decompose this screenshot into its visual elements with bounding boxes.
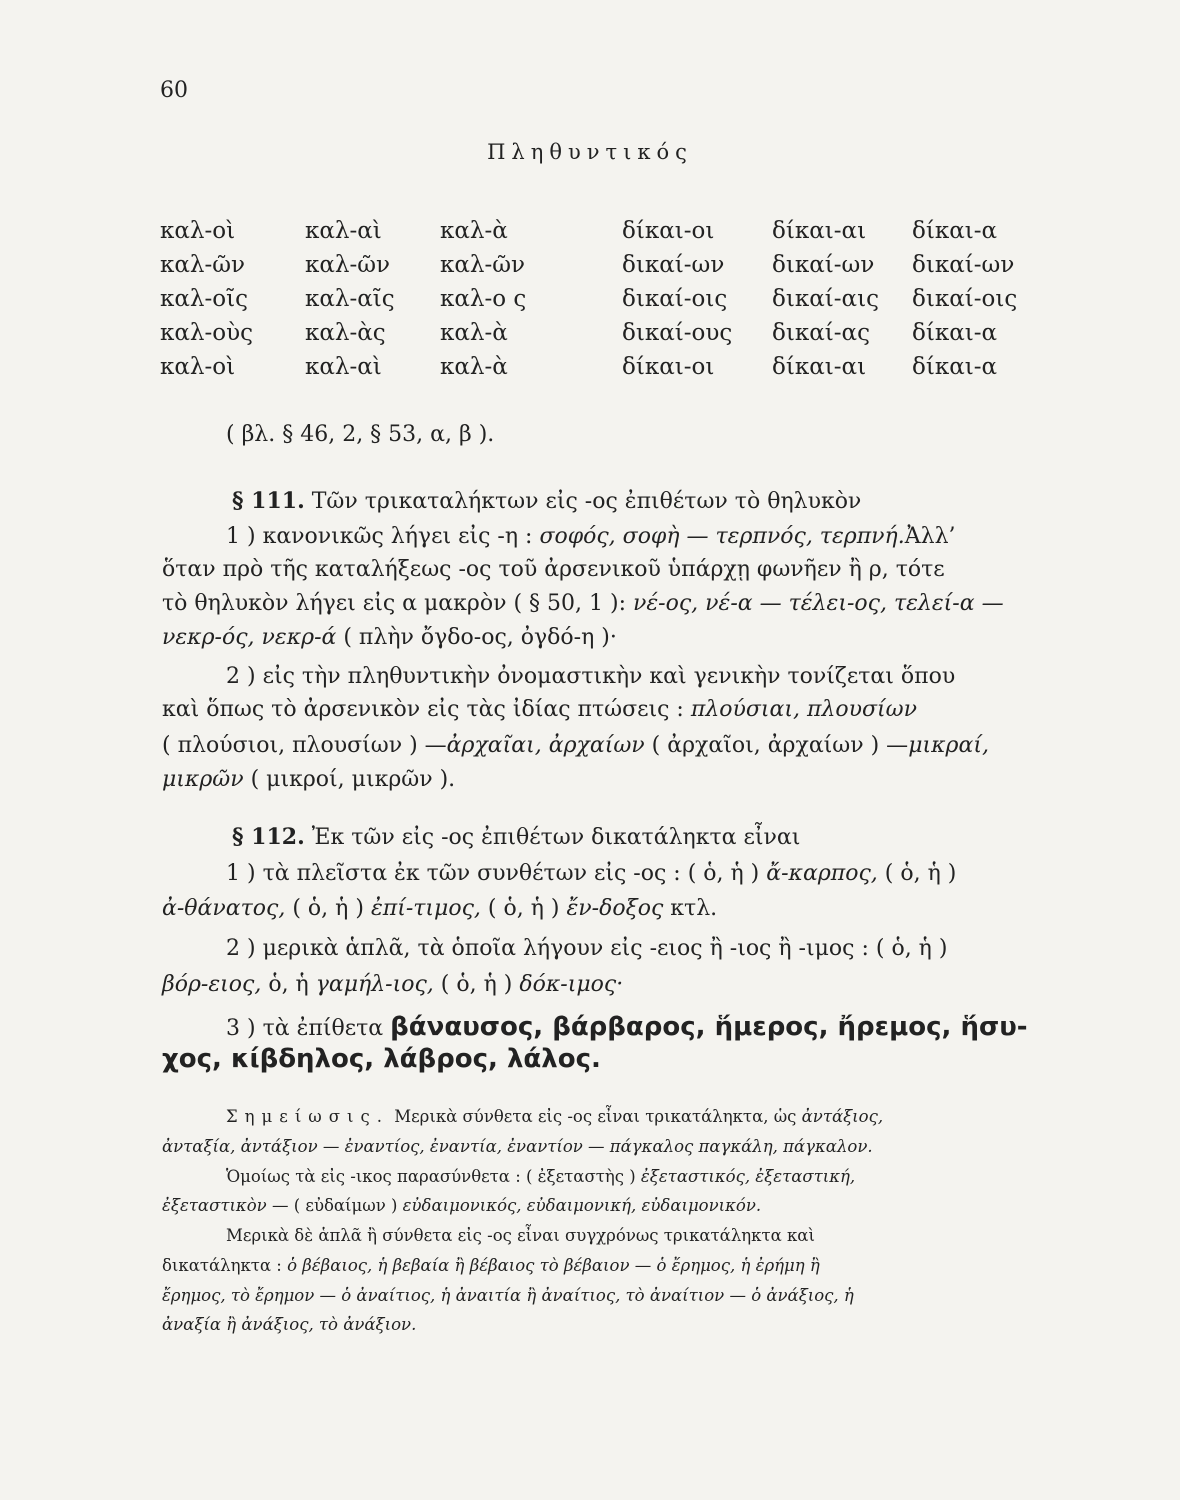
text-span: 1 ) κανονικῶς λήγει εἰς -η : bbox=[226, 524, 533, 549]
paradigm-row bbox=[160, 218, 1030, 252]
paradigm-cell: καλ-ὰ bbox=[440, 218, 508, 244]
example-words: μικρῶν bbox=[162, 767, 244, 792]
paradigm-row bbox=[160, 252, 1030, 286]
paradigm-cell: δίκαι-οι bbox=[622, 218, 715, 244]
paradigm-cell: καλ-οὶ bbox=[160, 218, 236, 244]
section-112-heading bbox=[232, 824, 800, 850]
text-span: ( ἀρχαῖοι, ἀρχαίων ) — bbox=[651, 733, 909, 758]
section-title: Ἐκ τῶν εἰς -ος ἐπιθέτων δικατάληκτα εἶναι bbox=[311, 825, 801, 850]
paradigm-cell: καλ-οῖς bbox=[160, 286, 249, 312]
note-line: ἀνταξία, ἀντάξιον — ἐναντίος, ἐναντία, ἐναντίον — πάγκαλος παγκάλη, πάγκαλον. bbox=[162, 1137, 873, 1156]
example-words: ἀρχαῖαι, ἀρχαίων bbox=[446, 733, 645, 758]
text-span: 3 ) τὰ ἐπίθετα bbox=[226, 1016, 384, 1041]
paradigm-row bbox=[160, 286, 1030, 320]
text-span: ( ὁ, ἡ ) bbox=[487, 896, 560, 921]
bold-adjectives: βάναυσος, βάρβαρος, ἥμερος, ἤρεμος, ἥσυ- bbox=[390, 1012, 1028, 1042]
text-span: καὶ ὅπως τὸ ἀρσενικὸν εἰς τὰς ἰδίας πτώσεις : bbox=[162, 697, 684, 722]
text-span: Ὁμοίως τὰ εἰς -ικος παρασύνθετα : ( ἐξεταστὴς ) bbox=[226, 1167, 636, 1186]
text-span: δικατάληκτα : bbox=[162, 1256, 282, 1275]
text-line bbox=[162, 733, 989, 758]
section-111-heading bbox=[232, 488, 861, 514]
bold-adjectives: χος, κίβδηλος, λάβρος, λάλος. bbox=[162, 1044, 601, 1074]
paradigm-cell: καλ-ὰ bbox=[440, 354, 508, 380]
paradigm-cell: καλ-ὰ bbox=[440, 320, 508, 346]
paradigm-cell: δίκαι-αι bbox=[772, 354, 867, 380]
paradigm-cell: δίκαι-οι bbox=[622, 354, 715, 380]
paradigm-cell: δικαί-οις bbox=[912, 286, 1018, 312]
text-span: ( πλούσιοι, πλουσίων ) — bbox=[162, 733, 447, 758]
text-line: 2 ) εἰς τὴν πληθυντικὴν ὀνομαστικὴν καὶ γενικὴν τονίζεται ὅπου bbox=[226, 664, 956, 689]
example-words: βόρ-ειος, bbox=[162, 972, 262, 997]
text-span: ( πλὴν ὄγδο-ος, ὀγδό-η )· bbox=[343, 625, 617, 650]
paradigm-cell: δικαί-ους bbox=[622, 320, 733, 346]
note-line bbox=[162, 1196, 761, 1215]
paradigm-cell: καλ-αῖς bbox=[305, 286, 395, 312]
text-span: τὸ θηλυκὸν λήγει εἰς α μακρὸν ( § 50, 1 ): bbox=[162, 591, 626, 616]
paradigm-cell: δικαί-οις bbox=[622, 286, 728, 312]
text-line bbox=[162, 767, 455, 792]
paradigm-cell: καλ-ῶν bbox=[440, 252, 525, 278]
example-words: ἄ-καρπος, bbox=[766, 861, 878, 886]
paradigm-cell: δικαί-ων bbox=[622, 252, 725, 278]
page-number: 60 bbox=[160, 78, 188, 103]
example-words: ἀντάξιος, bbox=[801, 1107, 884, 1126]
paradigm-cell: δίκαι-α bbox=[912, 354, 998, 380]
example-words: γαμήλ-ιος, bbox=[315, 972, 434, 997]
note-line: Μερικὰ δὲ ἁπλᾶ ἢ σύνθετα εἰς -ος εἶναι συγχρόνως τρικατάληκτα καὶ bbox=[226, 1226, 815, 1245]
paradigm-cell: καλ-ῶν bbox=[305, 252, 390, 278]
section-title: Τῶν τρικαταλήκτων εἰς -ος ἐπιθέτων τὸ θηλυκὸν bbox=[311, 489, 862, 514]
text-line: 2 ) μερικὰ ἁπλᾶ, τὰ ὁποῖα λήγουν εἰς -ειος ἢ -ιος ἢ -ιμος : ( ὁ, ἡ ) bbox=[226, 936, 948, 961]
example-words: μικραί, bbox=[908, 733, 989, 758]
plural-paradigm-table bbox=[160, 218, 1030, 388]
note-line: ἔρημος, τὸ ἔρημον — ὁ ἀναίτιος, ἡ ἀναιτία ἢ ἀναίτιος, τὸ ἀναίτιον — ὁ ἀνάξιος, ἡ bbox=[162, 1286, 854, 1305]
example-words: ἐπί-τιμος, bbox=[370, 896, 481, 921]
cross-reference: ( βλ. § 46, 2, § 53, α, β ). bbox=[226, 422, 495, 447]
note-line bbox=[226, 1167, 855, 1186]
text-span: ( ὁ, ἡ ) bbox=[440, 972, 513, 997]
paradigm-cell: δικαί-ων bbox=[912, 252, 1015, 278]
text-line bbox=[162, 697, 917, 722]
paradigm-cell: καλ-ο ς bbox=[440, 286, 527, 312]
paradigm-cell: δίκαι-α bbox=[912, 218, 998, 244]
paradigm-row bbox=[160, 354, 1030, 388]
example-words: ἐξεταστικὸν — bbox=[162, 1196, 289, 1215]
text-line bbox=[226, 861, 956, 886]
text-span: Μερικὰ σύνθετα εἰς -ος εἶναι τρικατάληκτα, ὡς bbox=[394, 1107, 797, 1126]
text-line: ὅταν πρὸ τῆς καταλήξεως -ος τοῦ ἀρσενικοῦ ὑπάρχῃ φωνῆεν ἢ ρ, τότε bbox=[162, 557, 945, 582]
text-span: κτλ. bbox=[670, 896, 718, 921]
text-span: ( ὁ, ἡ ) bbox=[884, 861, 957, 886]
text-span: ( μικροί, μικρῶν ). bbox=[250, 767, 456, 792]
example-words: ἐξεταστικός, ἐξεταστική, bbox=[640, 1167, 856, 1186]
note-line bbox=[162, 1256, 820, 1275]
example-words: σοφός, σοφὴ — τερπνός, τερπνή. bbox=[539, 524, 905, 549]
text-line bbox=[162, 896, 717, 921]
plural-heading: Πληθυντικός bbox=[487, 140, 693, 164]
text-span: ( ὁ, ἡ ) bbox=[292, 896, 364, 921]
text-span: ὁ, ἡ bbox=[268, 972, 309, 997]
paradigm-cell: καλ-αὶ bbox=[305, 354, 382, 380]
paradigm-cell: δίκαι-αι bbox=[772, 218, 867, 244]
text-span: ( εὐδαίμων ) bbox=[293, 1196, 398, 1215]
paradigm-cell: δικαί-ας bbox=[772, 320, 870, 346]
example-words: νέ-ος, νέ-α — τέλει-ος, τελεί-α — bbox=[632, 591, 1004, 616]
paradigm-cell: καλ-οὺς bbox=[160, 320, 253, 346]
example-words: πλούσιαι, πλουσίων bbox=[690, 697, 917, 722]
text-line bbox=[162, 972, 623, 997]
text-line bbox=[162, 625, 617, 650]
paradigm-cell: δικαί-ων bbox=[772, 252, 875, 278]
example-words: δόκ-ιμος· bbox=[519, 972, 624, 997]
paradigm-cell: δικαί-αις bbox=[772, 286, 879, 312]
text-span: 1 ) τὰ πλεῖστα ἐκ τῶν συνθέτων εἰς -ος : ( ὁ, ἡ ) bbox=[226, 861, 760, 886]
paradigm-row bbox=[160, 320, 1030, 354]
section-number: § 112. bbox=[232, 824, 305, 850]
section-number: § 111. bbox=[232, 488, 305, 514]
text-line bbox=[162, 591, 1004, 616]
note-line: ἀναξία ἢ ἀνάξιος, τὸ ἀνάξιον. bbox=[162, 1315, 417, 1334]
example-words: εὐδαιμονικός, εὐδαιμονική, εὐδαιμονικόν. bbox=[402, 1196, 762, 1215]
paradigm-cell: δίκαι-α bbox=[912, 320, 998, 346]
note-label: Σημείωσις. bbox=[226, 1107, 389, 1126]
example-words: ὁ βέβαιος, ἡ βεβαία ἢ βέβαιος τὸ βέβαιον — ὁ ἔρημος, ἡ ἐρήμη ἢ bbox=[287, 1256, 820, 1275]
text-span: Ἀλλ’ bbox=[904, 524, 956, 549]
example-words: ἀ-θάνατος, bbox=[162, 896, 286, 921]
paradigm-cell: καλ-ὰς bbox=[305, 320, 386, 346]
paradigm-cell: καλ-αὶ bbox=[305, 218, 382, 244]
paradigm-cell: καλ-ῶν bbox=[160, 252, 245, 278]
paradigm-cell: καλ-οὶ bbox=[160, 354, 236, 380]
note-line bbox=[226, 1107, 883, 1126]
text-line bbox=[226, 524, 956, 549]
example-words: νεκρ-ός, νεκρ-ά bbox=[162, 625, 337, 650]
text-line bbox=[226, 1012, 1028, 1042]
example-words: ἔν-δοξος bbox=[566, 896, 664, 921]
